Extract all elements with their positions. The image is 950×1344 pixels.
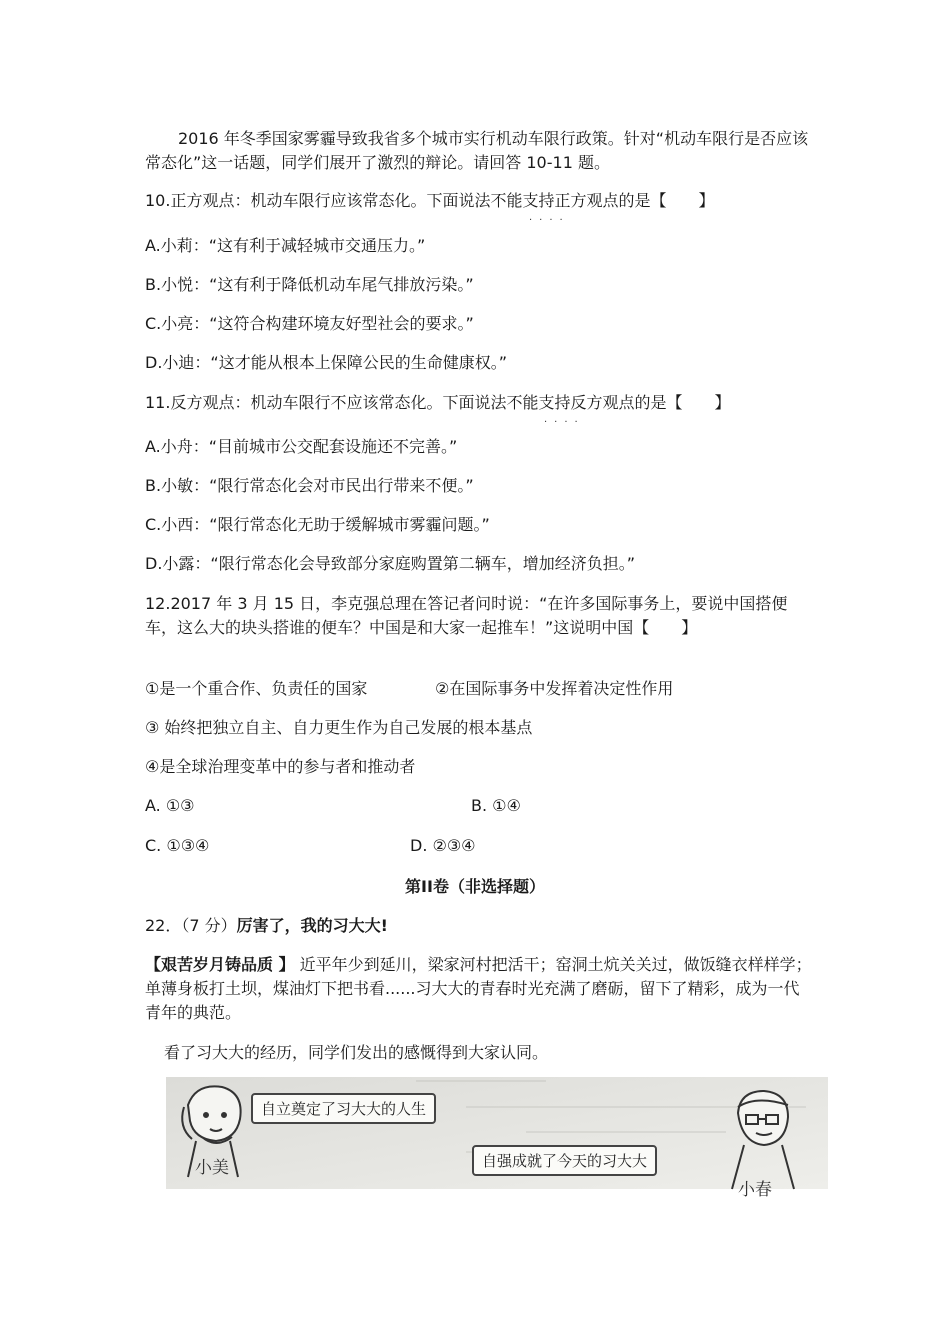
speech-bubble-right: 自强成就了今天的习大大 [472, 1145, 657, 1176]
intro-paragraph: 2016 年冬季国家雾霾导致我省多个城市实行机动车限行政策。针对“机动车限行是否应该常态化”这一话题，同学们展开了激烈的辩论。请回答 10-11 题。 [145, 129, 809, 172]
question-11-option-b: B.小敏：“限行常态化会对市民出行带来不便。” [145, 476, 474, 495]
question-22-number: 22．（7 分） [145, 916, 237, 935]
question-12-item-1: ①是一个重合作、负责任的国家 [145, 679, 368, 698]
question-10-stem-text: 10.正方观点：机动车限行应该常态化。下面说法不能支持正方观点的是【 】 [145, 191, 715, 210]
material-heading: 【艰苦岁月铸品质 】 [145, 955, 295, 974]
section-title: 第II卷（非选择题） [405, 877, 545, 896]
question-10-option-a: A.小莉：“这有利于减轻城市交通压力。” [145, 236, 426, 255]
question-10-option-d: D.小迪：“这才能从根本上保障公民的生命健康权。” [145, 353, 507, 372]
material-body: 近平年少到延川，梁家河村把活干；窑洞土炕关关过，做饭缝衣样样学；单薄身板打土坝，煤油灯下把书看......习大大的青春时光充满了磨砺，留下了精彩，成为一代青年的典范。 [145, 955, 812, 1022]
question-11-option-c: C.小西：“限行常态化无助于缓解城市雾霾问题。” [145, 515, 490, 534]
question-22-note: 看了习大大的经历，同学们发出的感慨得到大家认同。 [164, 1043, 549, 1062]
question-12-item-4: ④是全球治理变革中的参与者和推动者 [145, 757, 416, 776]
question-22-title: 厉害了，我的习大大! [236, 916, 388, 935]
name-label-left: 小美 [195, 1158, 229, 1178]
question-12-option-c: C. ①③④ [145, 836, 210, 855]
question-22-material [145, 953, 815, 1025]
question-10-option-c: C.小亮：“这符合构建环境友好型社会的要求。” [145, 314, 474, 333]
question-12-option-b: B. ①④ [471, 796, 521, 815]
emphasis-dots: ···· [544, 417, 585, 428]
name-label-right: 小春 [738, 1180, 772, 1200]
question-12-item-3: ③ 始终把独立自主、自力更生作为自己发展的根本基点 [145, 718, 533, 737]
question-11-option-a: A.小舟：“目前城市公交配套设施还不完善。” [145, 437, 458, 456]
question-12-stem: 12.2017 年 3 月 15 日，李克强总理在答记者问时说：“在许多国际事务上，要说中国搭便车，这么大的块头搭谁的便车？中国是和大家一起推车！”这说明中国【 】 [145, 594, 788, 637]
emphasis-dots: ···· [529, 215, 570, 226]
question-11-stem-text: 11.反方观点：机动车限行不应该常态化。下面说法不能支持反方观点的是【 】 [145, 393, 731, 412]
question-11-stem [145, 391, 731, 428]
question-22-heading [145, 914, 388, 938]
question-10-option-b: B.小悦：“这有利于降低机动车尾气排放污染。” [145, 275, 474, 294]
question-12-option-a: A. ①③ [145, 796, 195, 815]
question-12-option-d: D. ②③④ [410, 836, 476, 855]
cartoon-image [166, 1077, 828, 1200]
speech-bubble-left: 自立奠定了习大大的人生 [251, 1093, 436, 1124]
question-10-stem [145, 189, 715, 226]
question-12-item-2: ②在国际事务中发挥着决定性作用 [435, 679, 674, 698]
question-11-option-d: D.小露：“限行常态化会导致部分家庭购置第二辆车，增加经济负担。” [145, 554, 635, 573]
